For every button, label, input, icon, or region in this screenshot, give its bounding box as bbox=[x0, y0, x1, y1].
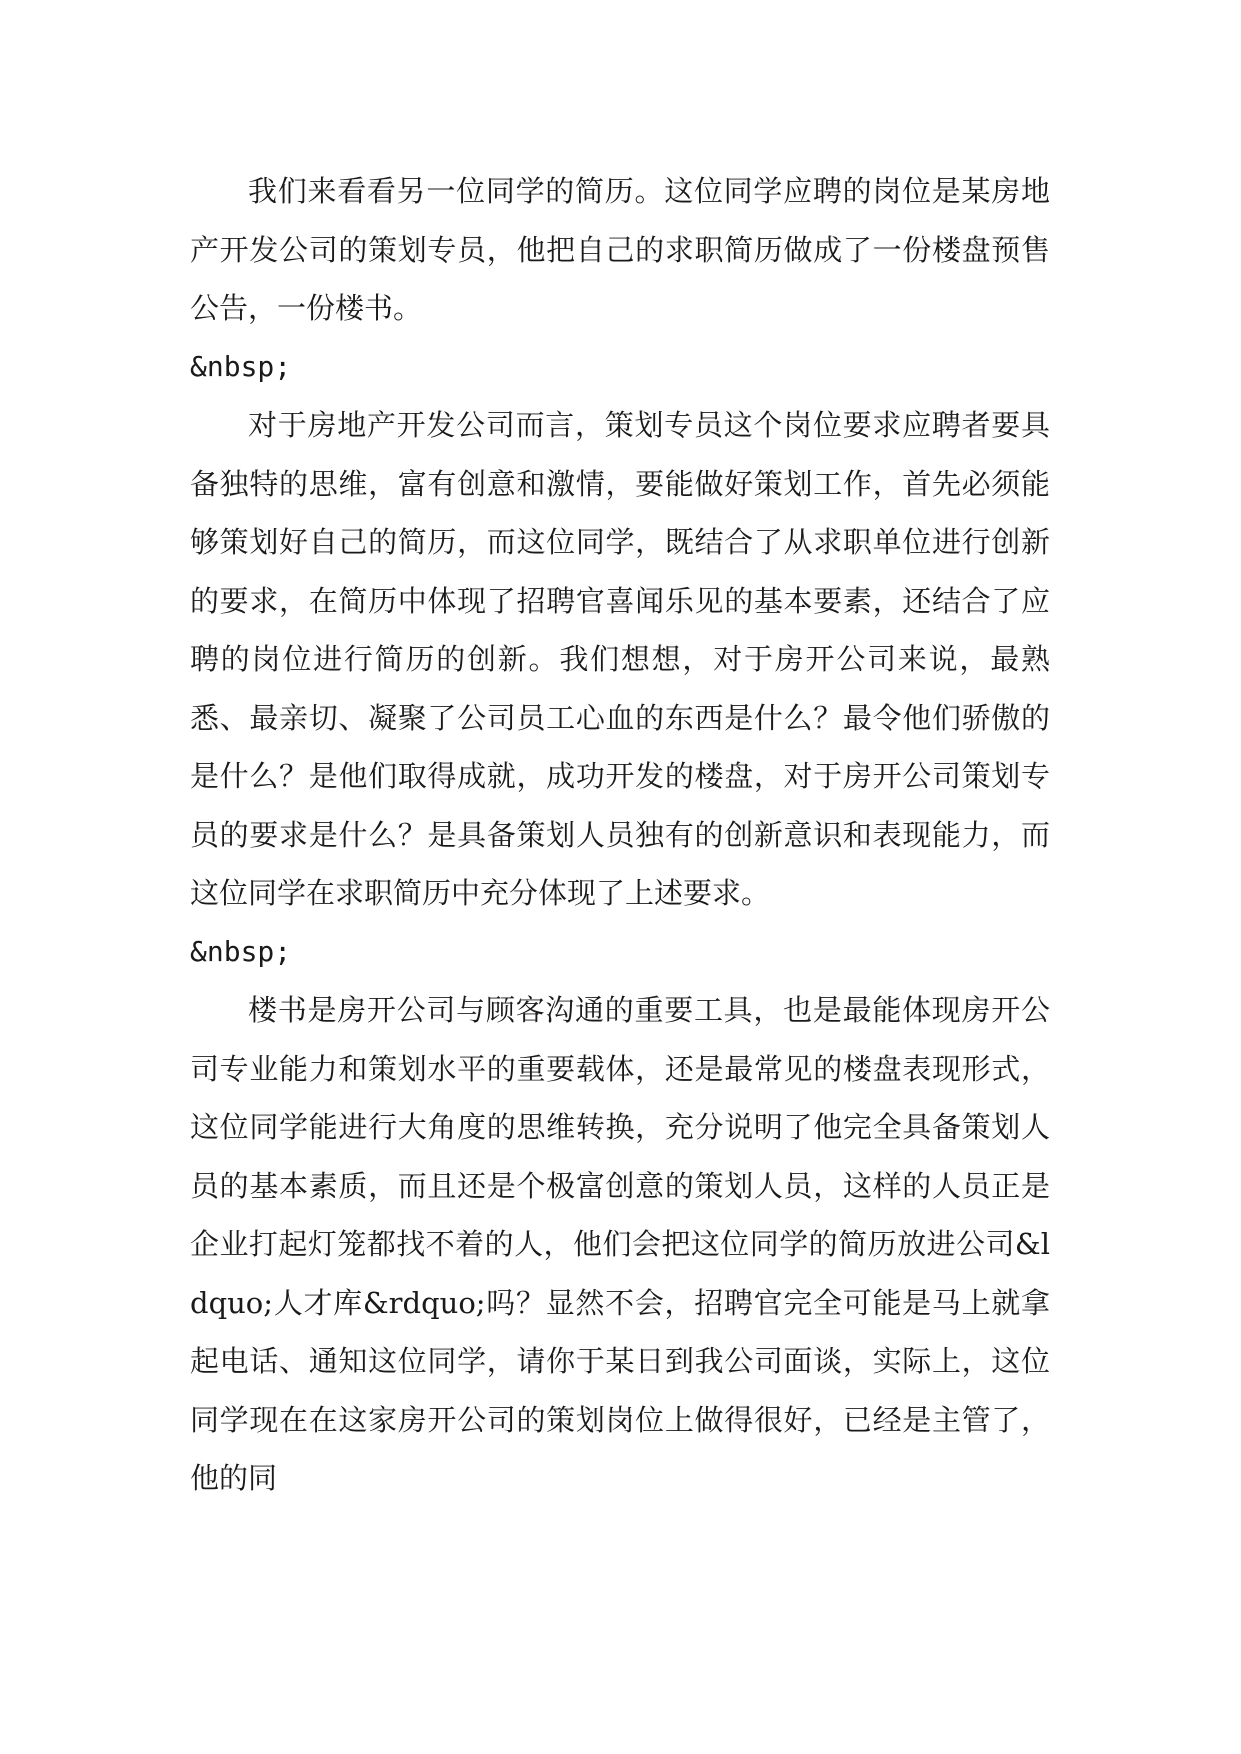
nbsp-line-2: &nbsp; bbox=[190, 934, 292, 968]
paragraph-3: 楼书是房开公司与顾客沟通的重要工具，也是最能体现房开公司专业能力和策划水平的重要载体，还是最常见的楼盘表现形式，这位同学能进行大角度的思维转换，充分说明了他完全具备策划人员的基本素质，而且还是个极富创意的策划人员，这样的人员正是企业打起灯笼都找不着的人，他们会把这位同学的简历放进公司&ldquo;人才库&rdquo;吗？显然不会，招聘官完全可能是马上就拿起电话、通知这位同学，请你于某日到我公司面谈，实际上，这位同学现在在这家房开公司的策划岗位上做得很好，已经是主管了，他的同 bbox=[190, 993, 1050, 1495]
nbsp-line-1: &nbsp; bbox=[190, 349, 292, 383]
document-body bbox=[190, 162, 1050, 1508]
paragraph-2: 对于房地产开发公司而言，策划专员这个岗位要求应聘者要具备独特的思维，富有创意和激情，要能做好策划工作，首先必须能够策划好自己的简历，而这位同学，既结合了从求职单位进行创新的要求，在简历中体现了招聘官喜闻乐见的基本要素，还结合了应聘的岗位进行简历的创新。我们想想，对于房开公司来说，最熟悉、最亲切、凝聚了公司员工心血的东西是什么？最令他们骄傲的是什么？是他们取得成就，成功开发的楼盘，对于房开公司策划专员的要求是什么？是具备策划人员独有的创新意识和表现能力，而这位同学在求职简历中充分体现了上述要求。 bbox=[190, 408, 1050, 910]
paragraph-1: 我们来看看另一位同学的简历。这位同学应聘的岗位是某房地产开发公司的策划专员，他把自己的求职简历做成了一份楼盘预售公告，一份楼书。 bbox=[190, 174, 1050, 325]
